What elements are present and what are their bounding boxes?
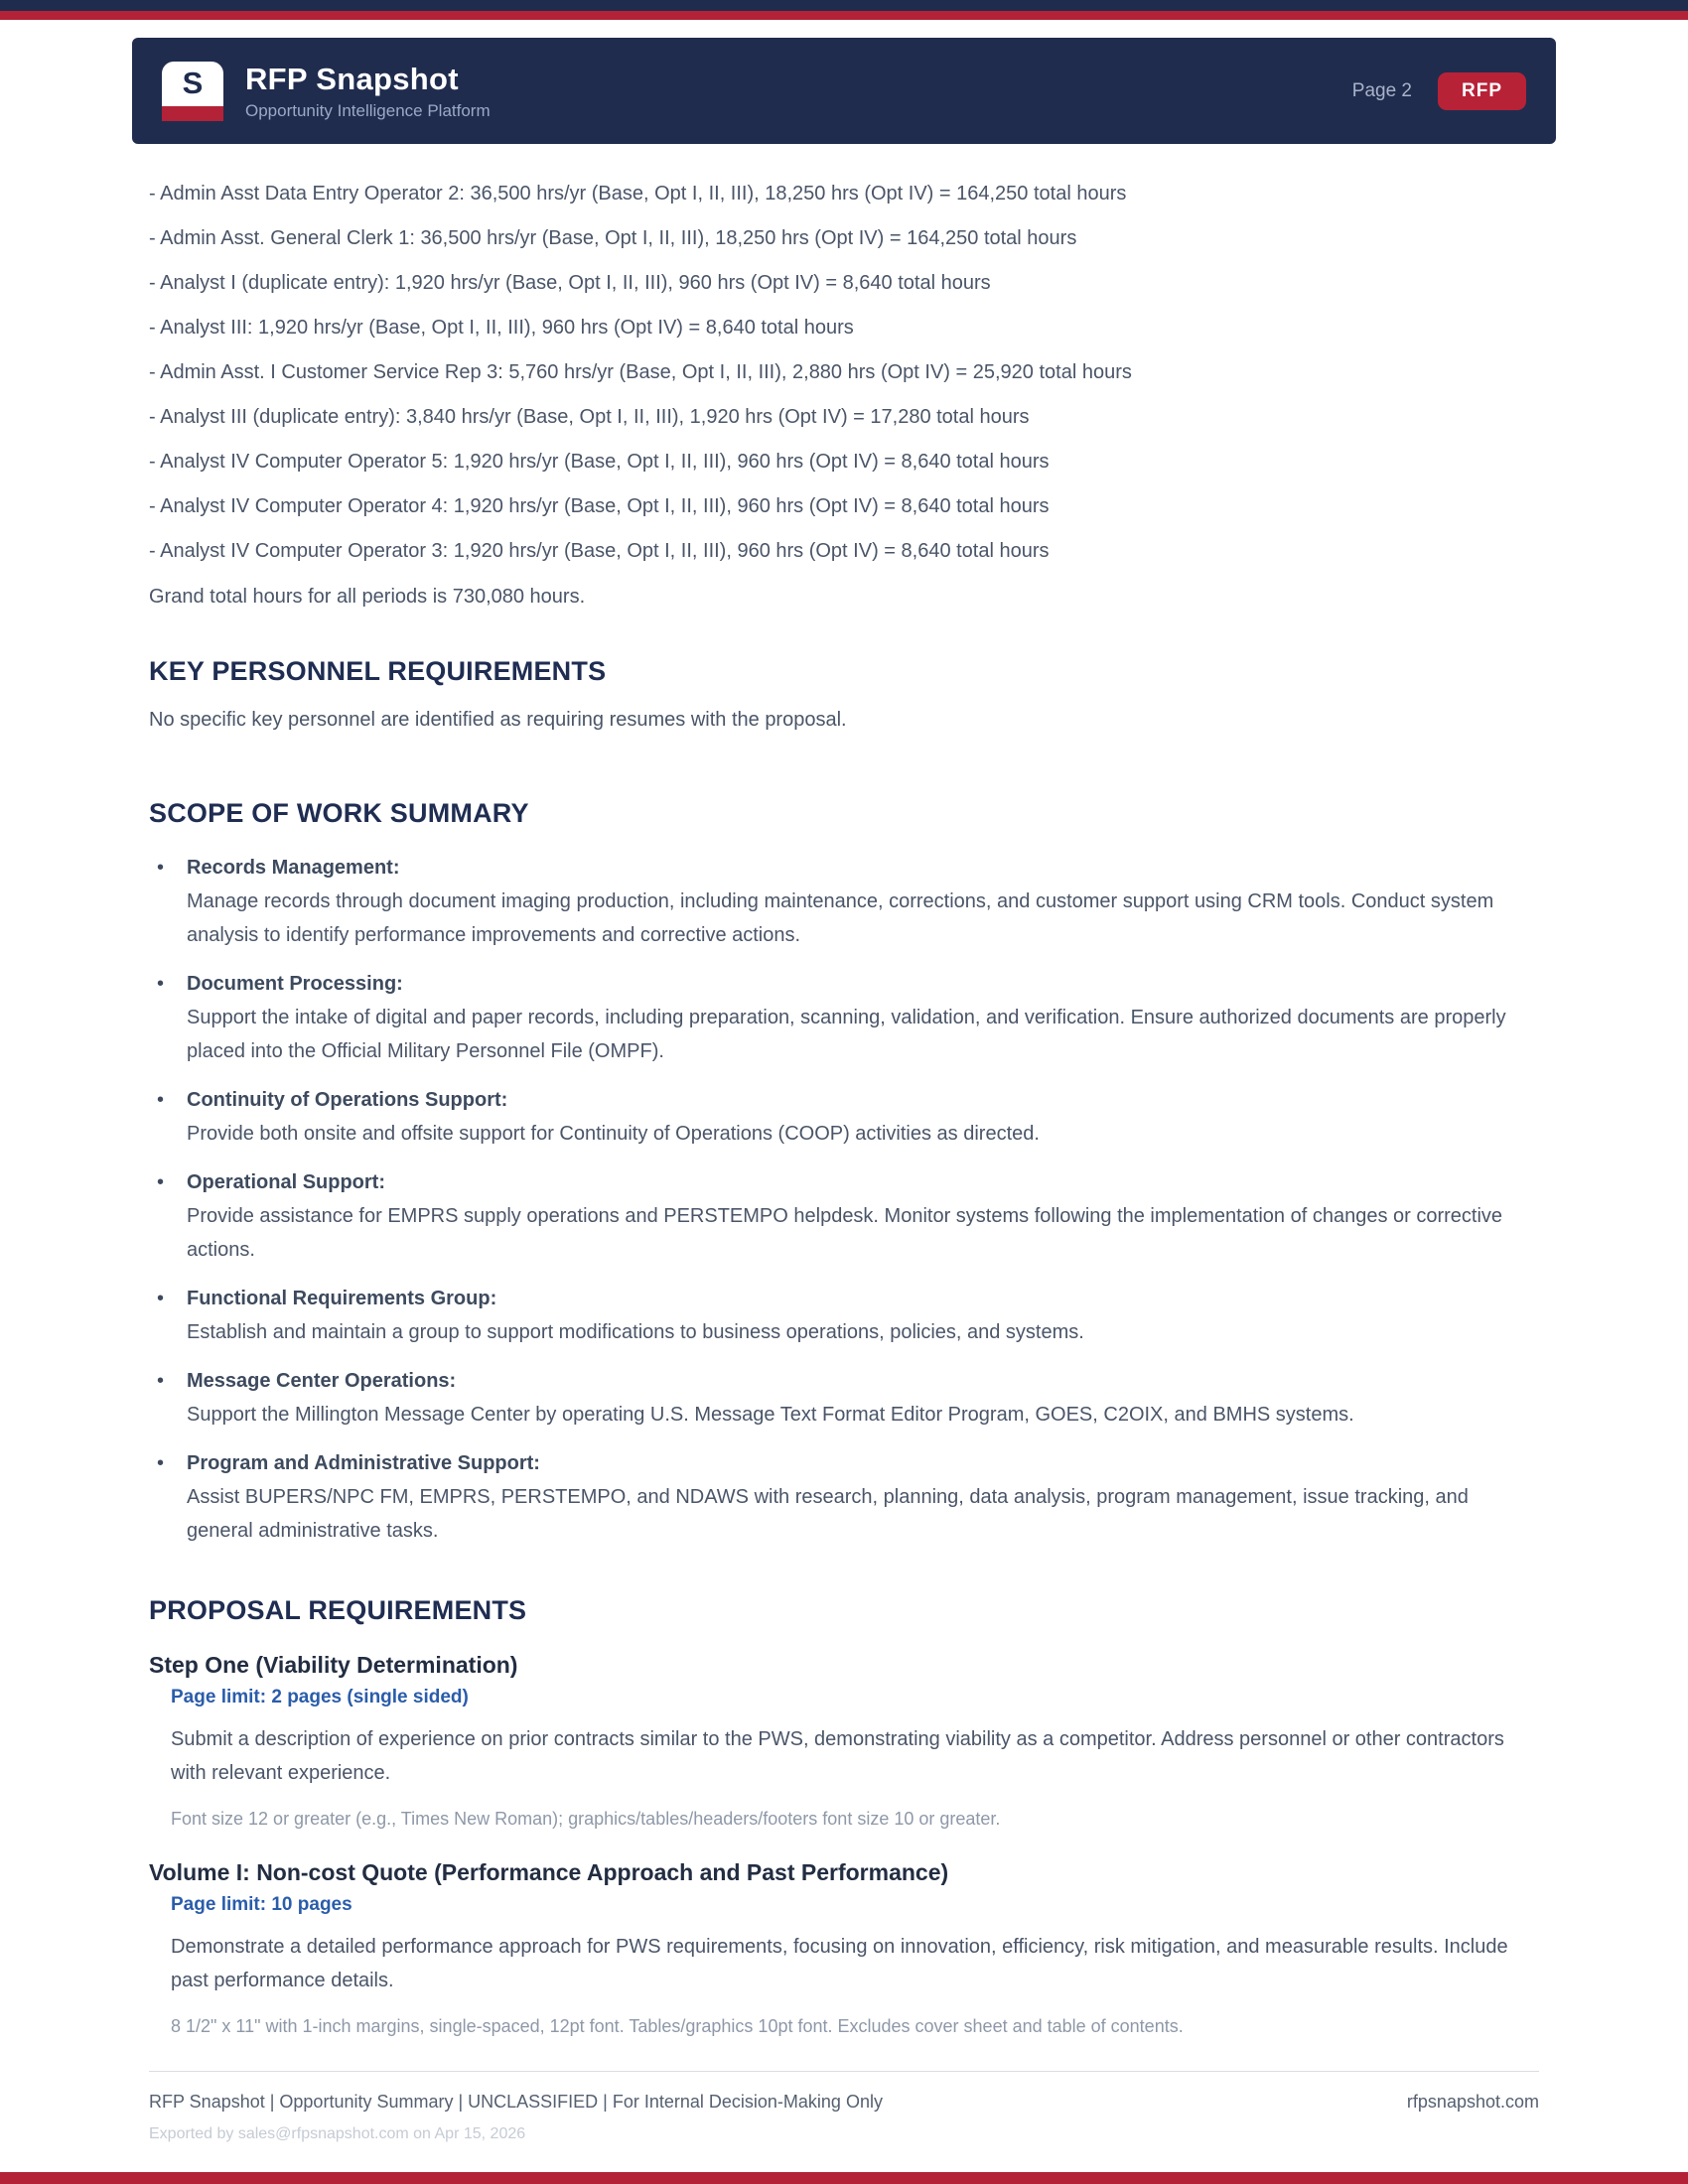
app-logo <box>162 62 223 121</box>
proposal-volume <box>149 1652 1539 1834</box>
footer-exported-by: Exported by sales@rfpsnapshot.com on Apr 15, 2026 <box>149 2125 526 2142</box>
bullet-dot-icon: • <box>157 1171 165 1193</box>
page-number-label: Page 2 <box>1351 79 1412 101</box>
footer-classification-text: RFP Snapshot | Opportunity Summary | UNCLASSIFIED | For Internal Decision-Making Only <box>149 2092 883 2112</box>
page-limit-label: Page limit: 2 pages (single sided) <box>171 1687 469 1707</box>
scope-item-description: Support the Millington Message Center by operating U.S. Message Text Format Editor Program, GOES, C2OIX, and BMHS systems. <box>187 1404 1354 1426</box>
labor-hours-line: - Admin Asst. I Customer Service Rep 3: 5,760 hrs/yr (Base, Opt I, II, III), 2,880 hrs (Opt IV) = 25,920 total hours <box>149 361 1132 383</box>
labor-hours-line: - Analyst III: 1,920 hrs/yr (Base, Opt I, II, III), 960 hrs (Opt IV) = 8,640 total hours <box>149 317 854 339</box>
page-content <box>149 184 1539 2050</box>
volume-format-note: 8 1/2" x 11" with 1-inch margins, single-spaced, 12pt font. Tables/graphics 10pt font. Excludes cover sheet and table of contents. <box>171 2016 1184 2036</box>
bullet-dot-icon: • <box>157 1370 165 1392</box>
scope-item-text <box>187 1282 1539 1349</box>
volume-heading: Volume I: Non-cost Quote (Performance Approach and Past Performance) <box>149 1859 949 1885</box>
bullet-dot-icon: • <box>157 857 165 879</box>
section-heading-scope: SCOPE OF WORK SUMMARY <box>149 798 529 828</box>
scope-item <box>149 1083 1539 1151</box>
scope-item <box>149 1282 1539 1349</box>
labor-hours-line: - Analyst IV Computer Operator 5: 1,920 hrs/yr (Base, Opt I, II, III), 960 hrs (Opt IV) = 8,640 total hours <box>149 451 1050 473</box>
bullet-dot-icon: • <box>157 1089 165 1111</box>
volume-format-note: Font size 12 or greater (e.g., Times New Roman); graphics/tables/headers/footers font size 10 or greater. <box>171 1809 1001 1829</box>
volume-description: Demonstrate a detailed performance approach for PWS requirements, focusing on innovation, efficiency, risk mitigation, and measurable results. Include past performance details. <box>171 1936 1508 1991</box>
labor-hours-line: - Analyst IV Computer Operator 3: 1,920 hrs/yr (Base, Opt I, II, III), 960 hrs (Opt IV) = 8,640 total hours <box>149 540 1050 562</box>
scope-item-text <box>187 1446 1539 1548</box>
scope-item-text <box>187 851 1539 952</box>
footer-site-link[interactable]: rfpsnapshot.com <box>1406 2092 1539 2112</box>
top-navy-bar <box>0 0 1688 11</box>
scope-list <box>149 851 1539 1548</box>
labor-hours-line: - Analyst III (duplicate entry): 3,840 hrs/yr (Base, Opt I, II, III), 1,920 hrs (Opt IV) = 17,280 total hours <box>149 406 1030 428</box>
scope-item-description: Manage records through document imaging production, including maintenance, corrections, and customer support using CRM tools. Conduct system analysis to identify performance improvements and corrective actions. <box>187 890 1494 946</box>
labor-hours-line: - Analyst I (duplicate entry): 1,920 hrs/yr (Base, Opt I, II, III), 960 hrs (Opt IV) = 8,640 total hours <box>149 272 991 294</box>
scope-item <box>149 967 1539 1068</box>
labor-hours-line: - Analyst IV Computer Operator 4: 1,920 hrs/yr (Base, Opt I, II, III), 960 hrs (Opt IV) = 8,640 total hours <box>149 495 1050 517</box>
rfp-badge: RFP <box>1438 72 1526 110</box>
bottom-red-accent-bar <box>0 2172 1688 2184</box>
labor-hours-list <box>149 184 1539 561</box>
bullet-dot-icon: • <box>157 973 165 995</box>
labor-hours-line: - Admin Asst Data Entry Operator 2: 36,500 hrs/yr (Base, Opt I, II, III), 18,250 hrs (Opt IV) = 164,250 total hours <box>149 184 1127 205</box>
scope-item <box>149 1446 1539 1548</box>
title-block <box>245 62 491 121</box>
section-heading-key-personnel: KEY PERSONNEL REQUIREMENTS <box>149 656 607 686</box>
labor-hours-line: - Admin Asst. General Clerk 1: 36,500 hrs/yr (Base, Opt I, II, III), 18,250 hrs (Opt IV) = 164,250 total hours <box>149 227 1077 249</box>
scope-item-description: Assist BUPERS/NPC FM, EMPRS, PERSTEMPO, and NDAWS with research, planning, data analysis, program management, issue tracking, and general administrative tasks. <box>187 1486 1469 1542</box>
logo-letter: S <box>162 62 223 106</box>
bullet-dot-icon: • <box>157 1288 165 1309</box>
scope-item <box>149 851 1539 952</box>
scope-item-text <box>187 1165 1539 1267</box>
scope-item-description: Support the intake of digital and paper records, including preparation, scanning, validation, and verification. Ensure authorized documents are properly placed into the Official Military Personnel File (OMPF). <box>187 1007 1506 1062</box>
proposal-volumes <box>149 1652 1539 2050</box>
section-heading-proposal: PROPOSAL REQUIREMENTS <box>149 1595 527 1625</box>
app-subtitle: Opportunity Intelligence Platform <box>245 100 491 120</box>
scope-item-label: Program and Administrative Support: <box>187 1452 540 1474</box>
scope-item-description: Provide both onsite and offsite support for Continuity of Operations (COOP) activities as directed. <box>187 1123 1040 1145</box>
scope-item-label: Continuity of Operations Support: <box>187 1089 508 1111</box>
proposal-volume <box>149 1859 1539 2041</box>
header-card <box>132 38 1556 144</box>
scope-item <box>149 1364 1539 1432</box>
page-footer <box>149 2071 1539 2143</box>
scope-item-description: Provide assistance for EMPRS supply operations and PERSTEMPO helpdesk. Monitor systems following the implementation of changes or corrective actions. <box>187 1205 1503 1261</box>
app-title: RFP Snapshot <box>245 61 459 96</box>
scope-item-text <box>187 1083 1539 1151</box>
logo-red-base <box>162 106 223 121</box>
volume-heading: Step One (Viability Determination) <box>149 1652 518 1678</box>
scope-item-text <box>187 967 1539 1068</box>
scope-item-label: Document Processing: <box>187 973 403 995</box>
top-red-accent-bar <box>0 11 1688 20</box>
scope-item-label: Functional Requirements Group: <box>187 1288 497 1309</box>
scope-item-label: Message Center Operations: <box>187 1370 457 1392</box>
bullet-dot-icon: • <box>157 1452 165 1474</box>
footer-row <box>149 2092 1539 2113</box>
scope-item-text <box>187 1364 1539 1432</box>
scope-item-label: Records Management: <box>187 857 400 879</box>
header-right <box>1352 72 1526 110</box>
page-limit-label: Page limit: 10 pages <box>171 1894 352 1915</box>
scope-item-label: Operational Support: <box>187 1171 385 1193</box>
volume-description: Submit a description of experience on prior contracts similar to the PWS, demonstrating viability as a competitor. Address personnel or other contractors with relevant experience. <box>171 1728 1504 1784</box>
grand-total-line: Grand total hours for all periods is 730,080 hours. <box>149 586 586 608</box>
scope-item <box>149 1165 1539 1267</box>
key-personnel-body: No specific key personnel are identified as requiring resumes with the proposal. <box>149 709 847 731</box>
scope-item-description: Establish and maintain a group to support modifications to business operations, policies, and systems. <box>187 1321 1084 1343</box>
